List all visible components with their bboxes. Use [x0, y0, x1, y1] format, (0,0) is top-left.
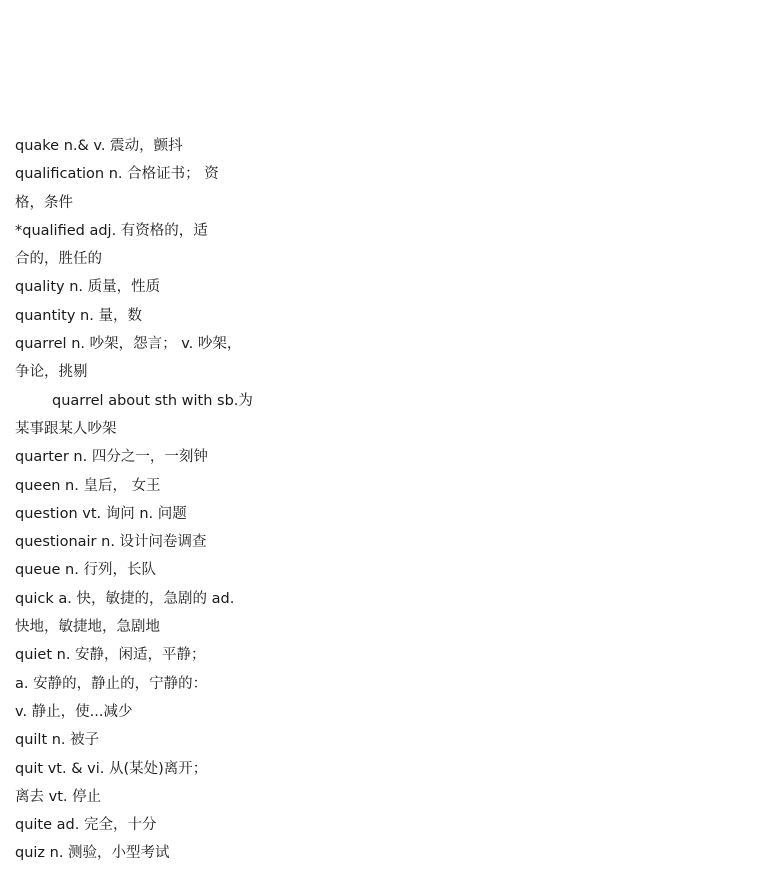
- entry-line: quarter n. 四分之一，一刻钟: [15, 449, 208, 466]
- entry-line: v. 静止，使...减少: [15, 703, 133, 720]
- entry-line: 格，条件: [15, 194, 73, 211]
- entry-line: a. 安静的，静止的，宁静的：: [15, 675, 208, 692]
- entry-line: question vt. 询问 n. 问题: [15, 505, 187, 522]
- entry-line: queen n. 皇后， 女王: [15, 477, 161, 494]
- entry-line: quarrel n. 吵架，怨言； v. 吵架，: [15, 336, 242, 353]
- entry-line: quick a. 快，敏捷的，急剧的 ad.: [15, 590, 235, 607]
- entry-line: 离去 vt. 停止: [15, 788, 102, 805]
- phrase-line: quarrel about sth with sb.为: [52, 392, 253, 409]
- entry-line: quiz n. 测验，小型考试: [15, 845, 170, 862]
- entry-line: queue n. 行列，长队: [15, 562, 156, 579]
- entry-line: 某事跟某人吵架: [15, 420, 117, 437]
- entry-line: qualification n. 合格证书； 资: [15, 166, 219, 183]
- entry-line: 合的，胜任的: [15, 251, 102, 268]
- entry-line: 快地，敏捷地，急剧地: [15, 619, 160, 636]
- entry-line: quantity n. 量，数: [15, 307, 142, 324]
- entry-line: quiet n. 安静，闲适，平静；: [15, 647, 206, 664]
- entry-line: quit vt. & vi. 从(某处)离开；: [15, 760, 208, 777]
- entry-line: quality n. 质量，性质: [15, 279, 161, 296]
- vocabulary-list: [15, 132, 255, 868]
- entry-line: quake n.& v. 震动，颤抖: [15, 138, 183, 154]
- entry-line: 争论，挑剔: [15, 364, 88, 381]
- entry-line: questionair n. 设计问卷调查: [15, 534, 207, 551]
- entry-line: quilt n. 被子: [15, 732, 100, 749]
- entry-line: quite ad. 完全，十分: [15, 817, 157, 834]
- entry-line: *qualified adj. 有资格的，适: [15, 222, 208, 239]
